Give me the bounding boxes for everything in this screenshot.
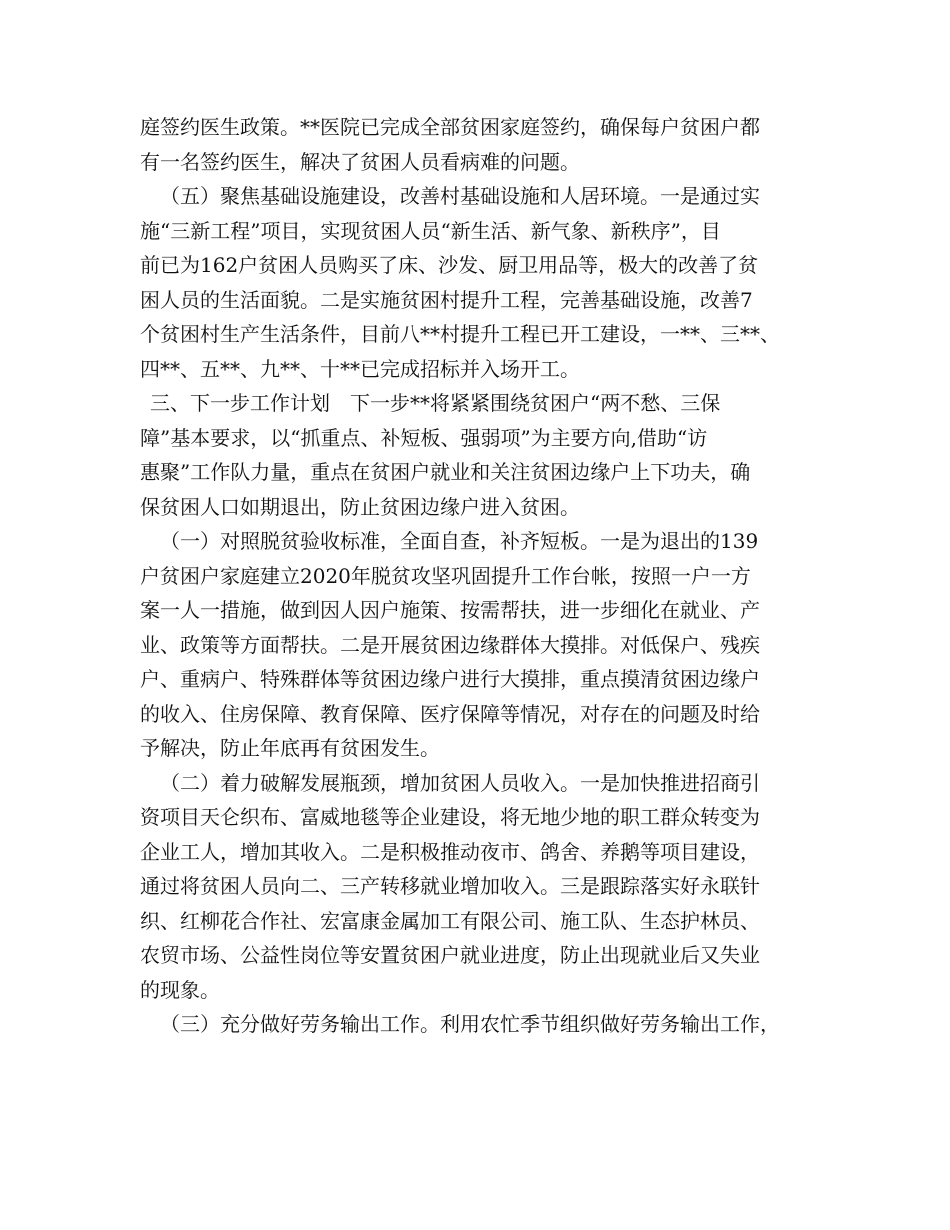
text-line: 施“三新工程”项目，实现贫困人员“新生活、新气象、新秩序”，目 [140, 218, 721, 243]
text-line: 业、政策等方面帮扶。二是开展贫困边缘群体大摸排。对低保户、残疾 [140, 632, 760, 657]
text-line: 障”基本要求，以“抓重点、补短板、强弱项”为主要方向,借助“访 [140, 425, 708, 450]
text-line: 案一人一措施，做到因人因户施策、按需帮扶，进一步细化在就业、产 [140, 598, 760, 622]
text-line: 困人员的生活面貌。二是实施贫困村提升工程，完善基础设施，改善7 [140, 287, 753, 312]
text-line: 惠聚”工作队力量，重点在贫困户就业和关注贫困边缘户上下功夫，确 [140, 460, 751, 484]
text-line: 的现象。 [140, 977, 220, 1002]
text-line: 庭签约医生政策。**医院已完成全部贫困家庭签约，确保每户贫困户都 [140, 115, 760, 139]
text-line: 织、红柳花合作社、宏富康金属加工有限公司、施工队、生态护林员、 [140, 908, 760, 933]
text-line: 保贫困人口如期退出，防止贫困边缘户进入贫困。 [140, 494, 580, 519]
text-line: 前已为162户贫困人员购买了床、沙发、厨卫用品等，极大的改善了贫 [140, 253, 759, 277]
text-line: 企业工人，增加其收入。二是积极推动夜市、鸽舍、养鹅等项目建设， [140, 839, 760, 864]
text-line: （一）对照脱贫验收标准，全面自查，补齐短板。一是为退出的139 [160, 529, 759, 553]
text-line: 四**、五**、九**、十**已完成招标并入场开工。 [140, 356, 580, 381]
document-body [140, 110, 830, 1042]
text-line: 户、重病户、特殊群体等贫困边缘户进行大摸排，重点摸清贫困边缘户 [140, 667, 760, 691]
text-line: 通过将贫困人员向二、三产转移就业增加收入。三是跟踪落实好永联针 [140, 874, 760, 898]
text-line: 的收入、住房保障、教育保障、医疗保障等情况，对存在的问题及时给 [140, 701, 760, 726]
section-heading-line: 三、下一步工作计划 下一步**将紧紧围绕贫困户“两不愁、三保 [150, 391, 721, 415]
text-line: （五）聚焦基础设施建设，改善村基础设施和人居环境。一是通过实 [160, 184, 760, 208]
text-line: 予解决，防止年底再有贫困发生。 [140, 736, 440, 760]
text-line: 农贸市场、公益性岗位等安置贫困户就业进度，防止出现就业后又失业 [140, 943, 760, 967]
text-line: 资项目天仑织布、富威地毯等企业建设，将无地少地的职工群众转变为 [140, 805, 760, 829]
text-line: 个贫困村生产生活条件，目前八**村提升工程已开工建设，一**、三**、 [140, 322, 780, 346]
text-line: 有一名签约医生，解决了贫困人员看病难的问题。 [140, 149, 580, 174]
text-line: （二）着力破解发展瓶颈，增加贫困人员收入。一是加快推进招商引 [160, 770, 760, 795]
text-line: 户贫困户家庭建立2020年脱贫攻坚巩固提升工作台帐，按照一户一方 [140, 563, 751, 588]
text-line: （三）充分做好劳务输出工作。利用农忙季节组织做好劳务输出工作， [160, 1012, 780, 1036]
